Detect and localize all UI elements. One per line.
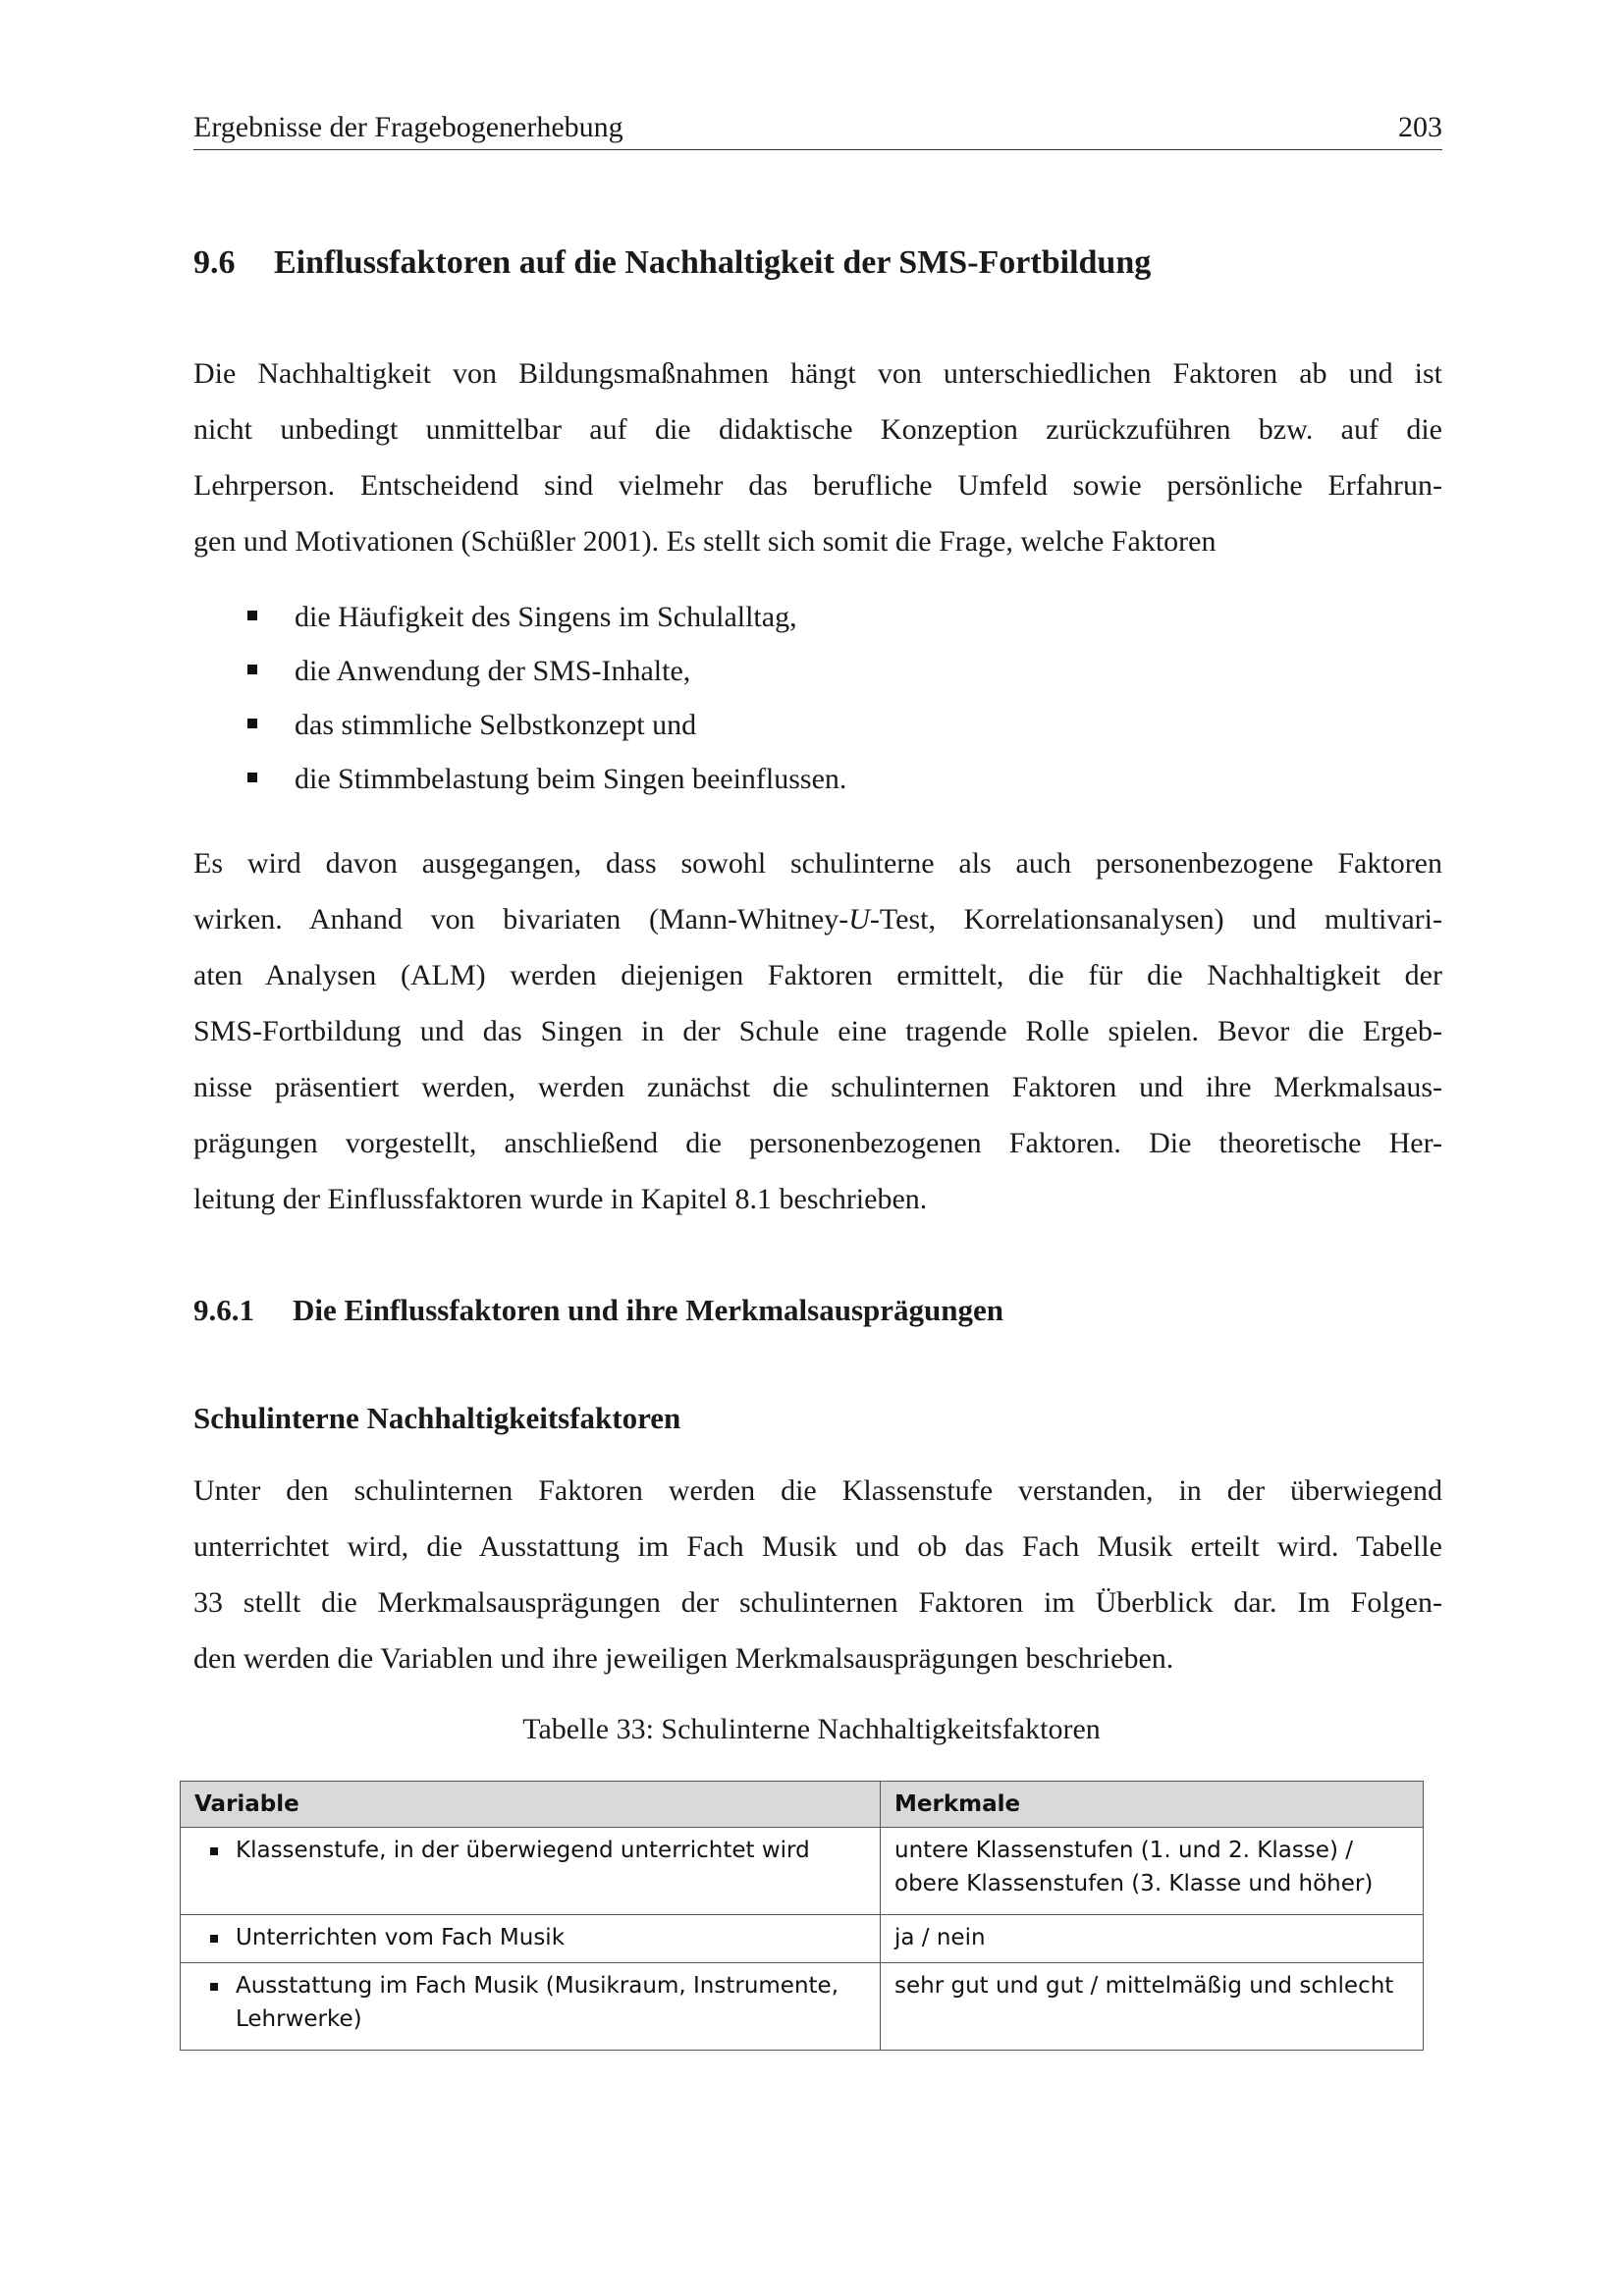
section-title: Einflussfaktoren auf die Nachhaltigkeit der SMS-Fortbildung xyxy=(274,244,1152,281)
variable-text: Klassenstufe, in der überwiegend unterrichtet wird xyxy=(236,1838,810,1863)
text-line: aten Analysen (ALM) werden diejenigen Faktoren ermittelt, die für die Nachhaltigkeit der xyxy=(193,959,1442,991)
table-row xyxy=(181,1963,1424,2051)
text-line: SMS-Fortbildung und das Singen in der Schule eine tragende Rolle spielen. Bevor die Ergeb- xyxy=(193,1015,1442,1047)
merkmale-cell xyxy=(881,1915,1424,1963)
list-item xyxy=(193,590,1273,644)
text-line: nicht unbedingt unmittelbar auf die didaktische Konzeption zurückzuführen bzw. auf die xyxy=(193,413,1442,446)
intro-paragraph xyxy=(193,346,1442,569)
variable-cell xyxy=(181,1915,881,1963)
text-line: gen und Motivationen (Schüßler 2001). Es stellt sich somit die Frage, welche Faktoren xyxy=(193,525,1217,558)
table-row xyxy=(181,1915,1424,1963)
merkmale-line: sehr gut und gut / mittelmäßig und schlecht xyxy=(894,1973,1394,1999)
bullet-square-icon xyxy=(247,719,257,728)
text-line: nisse präsentiert werden, werden zunächst die schulinternen Faktoren und ihre Merkmalsaus- xyxy=(193,1071,1442,1103)
bullet-square-icon xyxy=(210,1847,218,1855)
text-line: unterrichtet wird, die Ausstattung im Fach Musik und ob das Fach Musik erteilt wird. Tabelle xyxy=(193,1530,1442,1563)
subsection-number: 9.6.1 xyxy=(193,1293,254,1327)
column-header-variable: Variable xyxy=(181,1782,881,1828)
factors-paragraph xyxy=(193,1463,1442,1686)
table-caption: Tabelle 33: Schulinterne Nachhaltigkeitsfaktoren xyxy=(522,1713,1101,1745)
running-header-title: Ergebnisse der Fragebogenerhebung xyxy=(193,111,623,143)
table-header-row xyxy=(181,1782,1424,1828)
bullet-square-icon xyxy=(247,665,257,674)
column-header-merkmale: Merkmale xyxy=(881,1782,1424,1828)
subsection-heading xyxy=(193,1290,1003,1331)
text-line: prägungen vorgestellt, anschließend die personenbezogenen Faktoren. Die theoretische Her- xyxy=(193,1127,1442,1159)
text-line: Unter den schulinternen Faktoren werden die Klassenstufe verstanden, in der überwiegend xyxy=(193,1474,1442,1507)
text-fragment: -Test, Korrelationsanalysen) und multivari- xyxy=(869,903,1442,935)
text-line: leitung der Einflussfaktoren wurde in Kapitel 8.1 beschrieben. xyxy=(193,1183,928,1215)
factors-table xyxy=(180,1781,1424,2051)
text-line: 33 stellt die Merkmalsausprägungen der schulinternen Faktoren im Überblick dar. Im Folgen- xyxy=(193,1586,1442,1619)
merkmale-cell xyxy=(881,1828,1424,1915)
running-header xyxy=(193,106,1442,150)
bullet-square-icon xyxy=(247,773,257,782)
list-item xyxy=(193,698,1273,752)
text-line xyxy=(193,891,1442,947)
text-line: den werden die Variablen und ihre jeweiligen Merkmalsausprägungen beschrieben. xyxy=(193,1642,1174,1675)
bullet-square-icon xyxy=(247,611,257,620)
variable-text: Lehrwerke) xyxy=(236,2006,362,2032)
list-item xyxy=(193,644,1273,698)
bullet-square-icon xyxy=(210,1983,218,1991)
merkmale-line: untere Klassenstufen (1. und 2. Klasse) / xyxy=(894,1838,1353,1863)
analysis-paragraph xyxy=(193,835,1442,1227)
section-heading xyxy=(193,241,1151,285)
list-item-text: die Stimmbelastung beim Singen beeinflussen. xyxy=(295,763,847,795)
bullet-square-icon xyxy=(210,1935,218,1943)
variable-text: Unterrichten vom Fach Musik xyxy=(236,1925,566,1950)
table-row xyxy=(181,1828,1424,1915)
list-item-text: die Anwendung der SMS-Inhalte, xyxy=(295,655,691,687)
section-number: 9.6 xyxy=(193,244,236,281)
italic-u: U xyxy=(848,903,870,935)
list-item-text: das stimmliche Selbstkonzept und xyxy=(295,709,697,741)
variable-cell xyxy=(181,1828,881,1915)
list-item-text: die Häufigkeit des Singens im Schulalltag, xyxy=(295,601,797,633)
variable-cell xyxy=(181,1963,881,2051)
merkmale-line: ja / nein xyxy=(894,1925,986,1950)
page-number: 203 xyxy=(1398,111,1442,143)
text-line: Es wird davon ausgegangen, dass sowohl schulinterne als auch personenbezogene Faktoren xyxy=(193,847,1442,880)
list-item xyxy=(193,752,1273,806)
bullet-list xyxy=(193,590,1273,806)
variable-text: Ausstattung im Fach Musik (Musikraum, Instrumente, xyxy=(236,1973,839,1999)
text-line: Die Nachhaltigkeit von Bildungsmaßnahmen hängt von unterschiedlichen Faktoren ab und ist xyxy=(193,357,1442,390)
subheading: Schulinterne Nachhaltigkeitsfaktoren xyxy=(193,1401,681,1435)
subsection-title: Die Einflussfaktoren und ihre Merkmalsausprägungen xyxy=(293,1293,1004,1327)
merkmale-cell xyxy=(881,1963,1424,2051)
merkmale-line: obere Klassenstufen (3. Klasse und höher) xyxy=(894,1871,1374,1896)
text-line: Lehrperson. Entscheidend sind vielmehr das berufliche Umfeld sowie persönliche Erfahrun- xyxy=(193,469,1442,502)
text-fragment: wirken. Anhand von bivariaten (Mann-Whitney- xyxy=(193,903,849,935)
